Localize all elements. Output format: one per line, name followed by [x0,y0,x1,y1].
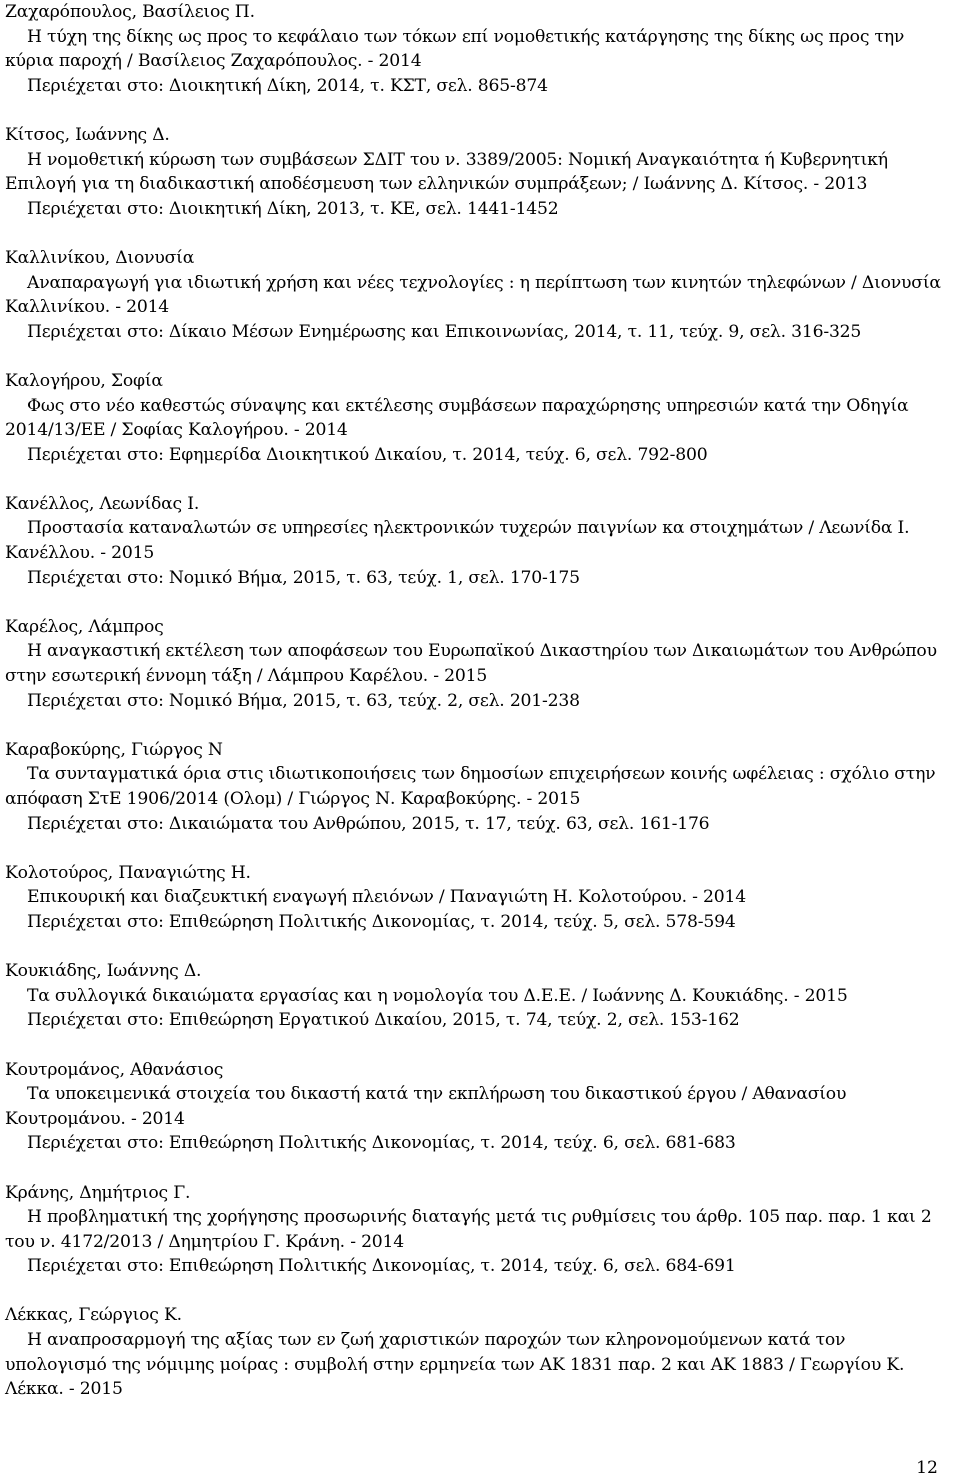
entry-author: Λέκκας, Γεώργιος Κ. [5,1305,182,1326]
entry-source: Περιέχεται στο: Δίκαιο Μέσων Ενημέρωσης και Επικοινωνίας, 2014, τ. 11, τεύχ. 9, σελ. 316-325 [27,321,862,342]
bibliography-list [5,0,941,1426]
entry-author: Κουκιάδης, Ιωάννης Δ. [5,961,202,982]
bibliography-entry [5,738,941,836]
entry-title: Επικουρική και διαζευκτική εναγωγή πλειόνων / Παναγιώτη Η. Κολοτούρου. - 2014 [27,887,746,908]
bibliography-entry [5,1058,941,1156]
entry-title: Φως στο νέο καθεστώς σύναψης και εκτέλεσης συμβάσεων παραχώρησης υπηρεσιών κατά την Οδηγία 2014/13/ΕΕ / Σοφίας Καλογήρου. - 2014 [5,395,909,441]
entry-title: Η νομοθετική κύρωση των συμβάσεων ΣΔΙΤ του ν. 3389/2005: Νομική Αναγκαιότητα ή Κυβερνητική Επιλογή για τη διαδικαστική αποδέσμευση των ελληνικών συμπράξεων; / Ιωάννης Δ. Κίτσος. - 2013 [5,149,888,195]
bibliography-entry [5,246,941,344]
entry-source: Περιέχεται στο: Νομικό Βήμα, 2015, τ. 63, τεύχ. 1, σελ. 170-175 [27,567,580,588]
entry-source: Περιέχεται στο: Διοικητική Δίκη, 2013, τ. ΚΕ, σελ. 1441-1452 [27,198,559,219]
bibliography-entry [5,369,941,467]
entry-author: Κανέλλος, Λεωνίδας Ι. [5,493,200,514]
entry-author: Κίτσος, Ιωάννης Δ. [5,124,170,145]
entry-author: Κράνης, Δημήτριος Γ. [5,1182,191,1203]
entry-title: Αναπαραγωγή για ιδιωτική χρήση και νέες τεχνολογίες : η περίπτωση των κινητών τηλεφώνων / Διονυσία Καλλινίκου. - 2014 [5,272,941,318]
entry-source: Περιέχεται στο: Επιθεώρηση Πολιτικής Δικονομίας, τ. 2014, τεύχ. 5, σελ. 578-594 [27,911,736,932]
entry-author: Ζαχαρόπουλος, Βασίλειος Π. [5,2,255,22]
entry-title: Τα υποκειμενικά στοιχεία του δικαστή κατά την εκπλήρωση του δικαστικού έργου / Αθανασίου Κουτρομάνου. - 2014 [5,1084,847,1129]
entry-author: Καλογήρου, Σοφία [5,370,163,391]
entry-title: Η αναπροσαρμογή της αξίας των εν ζωή χαριστικών παροχών των κληρονομούμενων κατά τον υπολογισμό της νόμιμης μοίρας : συμβολή στην ερμηνεία των ΑΚ 1831 παρ. 2 και ΑΚ 1883 / Γεωργίου Κ. Λέκκα. - 2015 [5,1330,905,1400]
entry-title: Η προβληματική της χορήγησης προσωρινής διαταγής μετά τις ρυθμίσεις του άρθρ. 105 παρ. παρ. 1 και 2 του ν. 4172/2013 / Δημητρίου Γ. Κράνη. - 2014 [5,1207,932,1252]
entry-title: Η τύχη της δίκης ως προς το κεφάλαιο των τόκων επί νομοθετικής κατάργησης της δίκης ως προς την κύρια παροχή / Βασίλειος Ζαχαρόπουλος. - 2014 [5,26,905,72]
entry-source: Περιέχεται στο: Διοικητική Δίκη, 2014, τ. ΚΣΤ, σελ. 865-874 [27,75,548,96]
bibliography-entry [5,492,941,590]
entry-source: Περιέχεται στο: Εφημερίδα Διοικητικού Δικαίου, τ. 2014, τεύχ. 6, σελ. 792-800 [27,444,708,465]
bibliography-entry [5,123,941,221]
entry-author: Καραβοκύρης, Γιώργος Ν [5,739,223,760]
entry-title: Τα συλλογικά δικαιώματα εργασίας και η νομολογία του Δ.Ε.Ε. / Ιωάννης Δ. Κουκιάδης. - 2015 [27,985,848,1006]
entry-author: Καρέλος, Λάμπρος [5,616,164,637]
bibliography-entry [5,861,941,935]
entry-source: Περιέχεται στο: Επιθεώρηση Εργατικού Δικαίου, 2015, τ. 74, τεύχ. 2, σελ. 153-162 [27,1010,740,1031]
entry-source: Περιέχεται στο: Νομικό Βήμα, 2015, τ. 63, τεύχ. 2, σελ. 201-238 [27,690,580,711]
entry-source: Περιέχεται στο: Επιθεώρηση Πολιτικής Δικονομίας, τ. 2014, τεύχ. 6, σελ. 684-691 [27,1256,736,1277]
entry-title: Η αναγκαστική εκτέλεση των αποφάσεων του Ευρωπαϊκού Δικαστηρίου των Δικαιωμάτων του Ανθρώπου στην εσωτερική έννομη τάξη / Λάμπρου Καρέλου. - 2015 [5,641,937,687]
entry-author: Καλλινίκου, Διονυσία [5,247,195,268]
page-number: 12 [916,1458,938,1478]
entry-author: Κολοτούρος, Παναγιώτης Η. [5,862,251,883]
bibliography-entry [5,959,941,1033]
entry-source: Περιέχεται στο: Δικαιώματα του Ανθρώπου, 2015, τ. 17, τεύχ. 63, σελ. 161-176 [27,813,710,834]
entry-title: Προστασία καταναλωτών σε υπηρεσίες ηλεκτρονικών τυχερών παιγνίων κα στοιχημάτων / Λεωνίδα Ι. Κανέλλου. - 2015 [5,518,910,564]
bibliography-entry [5,615,941,713]
entry-source: Περιέχεται στο: Επιθεώρηση Πολιτικής Δικονομίας, τ. 2014, τεύχ. 6, σελ. 681-683 [27,1133,736,1154]
bibliography-entry [5,0,941,98]
entry-title: Τα συνταγματικά όρια στις ιδιωτικοποιήσεις των δημοσίων επιχειρήσεων κοινής ωφέλειας : σχόλιο στην απόφαση ΣτΕ 1906/2014 (Ολομ) / Γιώργος Ν. Καραβοκύρης. - 2015 [5,764,936,809]
entry-author: Κουτρομάνος, Αθανάσιος [5,1059,224,1080]
bibliography-entry [5,1181,941,1279]
bibliography-entry [5,1303,941,1401]
